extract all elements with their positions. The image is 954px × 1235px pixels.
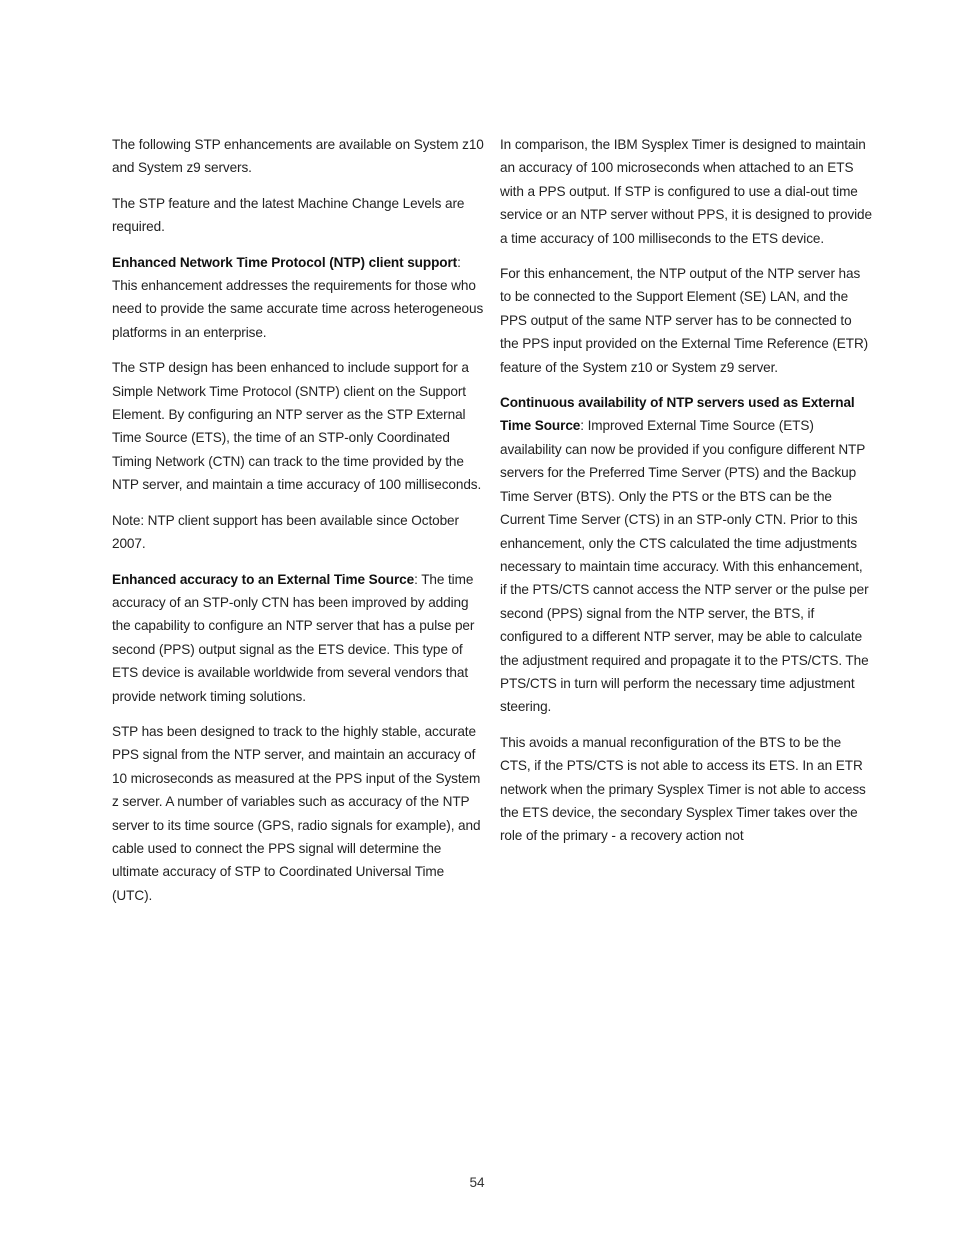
paragraph: This avoids a manual reconfiguration of the BTS to be the CTS, if the PTS/CTS is not able to access its ETS. In an ETR network when the primary Sysplex Timer is not able to access the ETS device, the secondary Sysplex Timer takes over the role of the primary - a recovery action not xyxy=(500,734,866,844)
paragraph: STP has been designed to track to the highly stable, accurate PPS signal from the NTP server, and maintain an accuracy of 10 microseconds as measured at the PPS input of the System z server. A number of variables such as accuracy of the NTP server to its time source (GPS, radio signals for example), and cable used to connect the PPS signal will determine the ultimate accuracy of STP to Coordinated Universal Time (UTC). xyxy=(112,723,481,903)
paragraph: Enhanced Network Time Protocol (NTP) client support: This enhancement addresses the requirements for those who need to provide the same accurate time across heterogeneous platforms in an enterprise. xyxy=(112,254,484,340)
right-column xyxy=(500,133,872,860)
left-column xyxy=(112,133,484,919)
paragraph-heading: Enhanced Network Time Protocol (NTP) client support xyxy=(112,254,458,270)
paragraph: In comparison, the IBM Sysplex Timer is designed to maintain an accuracy of 100 microseconds when attached to an ETS with a PPS output. If STP is configured to use a dial-out time service or an NTP server without PPS, it is designed to provide a time accuracy of 100 milliseconds to the ETS device. xyxy=(500,137,872,246)
paragraph: The following STP enhancements are available on System z10 and System z9 servers. xyxy=(112,137,484,176)
paragraph-heading: Continuous availability of NTP servers used as External Time Source xyxy=(500,395,855,434)
paragraph: The STP feature and the latest Machine Change Levels are required. xyxy=(112,195,465,235)
paragraph: For this enhancement, the NTP output of the NTP server has to be connected to the Support Element (SE) LAN, and the PPS output of the same NTP server has to be connected to the PPS input provided on the External Time Reference (ETR) feature of the System z10 or System z9 server. xyxy=(500,266,869,375)
paragraph: The STP design has been enhanced to include support for a Simple Network Time Protocol (SNTP) client on the Support Element. By configuring an NTP server as the STP External Time Source (ETS), the time of an STP-only Coordinated Timing Network (CTN) can track to the time provided by the NTP server, and maintain a time accuracy of 100 milliseconds. xyxy=(112,360,482,493)
paragraph: Continuous availability of NTP servers used as External Time Source: Improved External Time Source (ETS) availability can now be provided if you configure different NTP servers for the Preferred Time Server (PTS) and the Backup Time Server (BTS). Only the PTS or the BTS can be the Current Time Server (CTS) in an STP-only CTN. Prior to this enhancement, only the CTS calculated the time adjustments necessary to maintain time accuracy. With this enhancement, if the PTS/CTS cannot access the NTP server or the pulse per second (PPS) signal from the NTP server, the BTS, if configured to a different NTP server, may be able to calculate the adjustment required and propagate it to the PTS/CTS. The PTS/CTS in turn will perform the necessary time adjustment steering. xyxy=(500,395,869,715)
paragraph: Note: NTP client support has been available since October 2007. xyxy=(112,512,459,552)
paragraph: Enhanced accuracy to an External Time Source: The time accuracy of an STP-only CTN has been improved by adding the capability to configure an NTP server that has a pulse per second (PPS) output signal as the ETS device. This type of ETS device is available worldwide from several vendors that provide network timing solutions. xyxy=(112,571,475,704)
paragraph-heading: Enhanced accuracy to an External Time Source xyxy=(112,571,415,587)
page-number: 54 xyxy=(469,1175,485,1190)
